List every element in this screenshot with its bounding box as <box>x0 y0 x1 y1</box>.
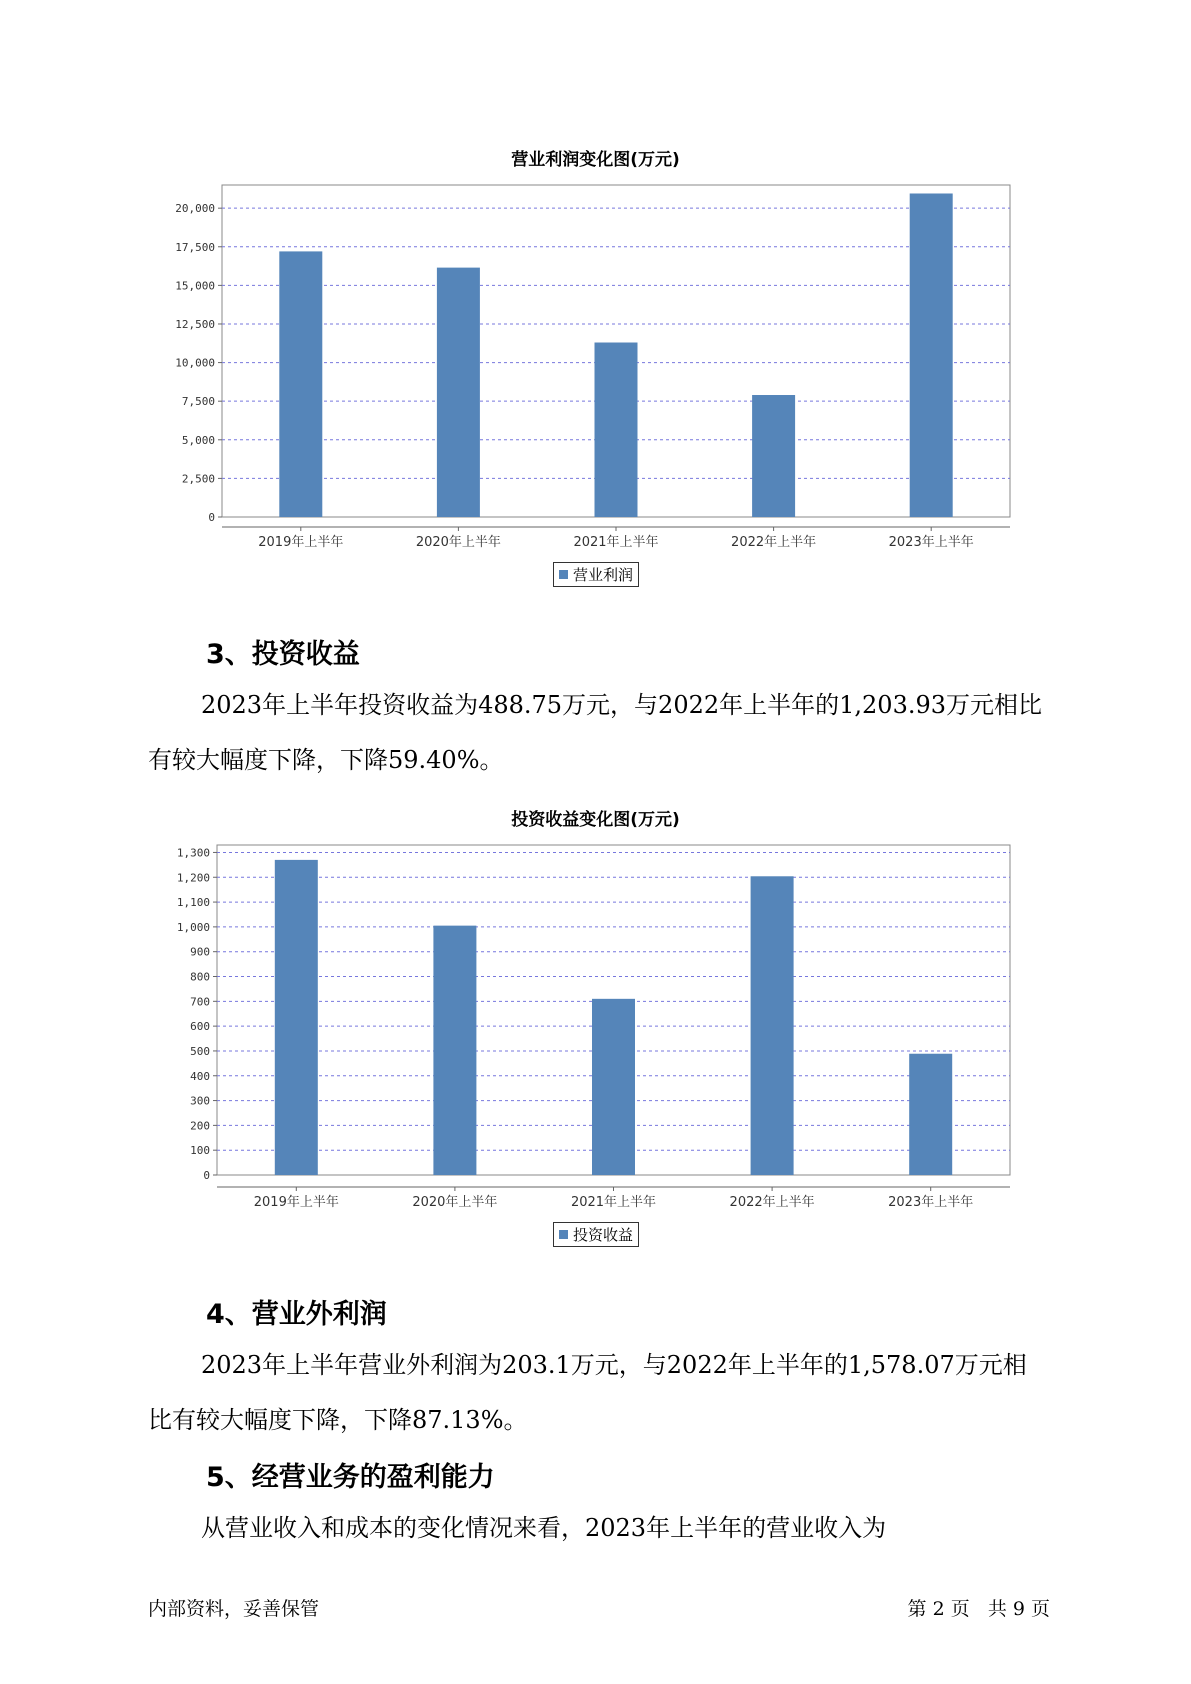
paragraph-business-profitability: 从营业收入和成本的变化情况来看，2023年上半年的营业收入为 <box>201 1514 887 1542</box>
y-tick-label: 17,500 <box>175 240 215 254</box>
y-tick-label: 2,500 <box>181 472 215 486</box>
bar <box>592 999 635 1175</box>
y-tick-label: 600 <box>190 1020 210 1034</box>
x-tick-label: 2021年上半年 <box>570 1195 657 1210</box>
y-tick-label: 20,000 <box>175 202 215 216</box>
y-tick-label: 12,500 <box>175 317 215 331</box>
y-tick-label: 5,000 <box>181 433 215 447</box>
bar <box>909 1054 952 1175</box>
y-tick-label: 1,100 <box>176 896 210 910</box>
y-tick-label: 500 <box>190 1044 210 1058</box>
y-tick-label: 900 <box>190 945 210 959</box>
y-tick-label: 800 <box>190 970 210 984</box>
chart-title-investment-income: 投资收益变化图(万元) <box>511 810 680 830</box>
x-tick-label: 2020年上半年 <box>415 535 501 550</box>
x-tick-label: 2021年上半年 <box>573 535 659 550</box>
y-tick-label: 100 <box>190 1144 210 1158</box>
x-tick-label: 2020年上半年 <box>412 1195 498 1210</box>
y-tick-label: 400 <box>190 1069 210 1083</box>
x-tick-label: 2019年上半年 <box>258 535 344 550</box>
bar <box>433 926 476 1175</box>
y-tick-label: 0 <box>203 1169 210 1182</box>
x-tick-label: 2023年上半年 <box>888 1195 974 1210</box>
y-tick-label: 15,000 <box>175 279 215 293</box>
x-tick-label: 2019年上半年 <box>253 1195 339 1210</box>
footer-page-number: 第 2 页 共 9 页 <box>907 1598 1050 1620</box>
y-tick-label: 0 <box>208 511 215 524</box>
legend-label: 营业利润 <box>573 566 634 584</box>
legend-swatch <box>559 1230 568 1239</box>
legend-investment-income <box>553 1222 639 1247</box>
paragraph-non-operating-profit: 2023年上半年营业外利润为203.1万元，与2022年上半年的1,578.07万元相比有较大幅度下降，下降87.13%。 <box>148 1351 1027 1434</box>
footer-confidential-note: 内部资料，妥善保管 <box>148 1598 320 1620</box>
y-tick-label: 300 <box>190 1094 210 1108</box>
y-tick-label: 1,200 <box>176 871 210 885</box>
legend-label: 投资收益 <box>573 1226 634 1244</box>
x-tick-label: 2022年上半年 <box>729 1195 815 1210</box>
bar <box>751 876 794 1175</box>
chart-title-operating-profit: 营业利润变化图(万元) <box>511 150 680 170</box>
y-tick-label: 700 <box>190 995 210 1009</box>
heading-non-operating-profit: 4、营业外利润 <box>206 1299 387 1330</box>
y-tick-label: 7,500 <box>181 395 215 409</box>
x-tick-label: 2023年上半年 <box>888 535 974 550</box>
heading-business-profitability: 5、经营业务的盈利能力 <box>206 1462 495 1493</box>
y-tick-label: 10,000 <box>175 356 215 370</box>
y-tick-label: 200 <box>190 1119 210 1133</box>
x-tick-label: 2022年上半年 <box>731 535 817 550</box>
heading-investment-income: 3、投资收益 <box>206 639 360 670</box>
bar <box>275 860 318 1175</box>
paragraph-investment-income: 2023年上半年投资收益为488.75万元，与2022年上半年的1,203.93万元相比有较大幅度下降，下降59.40%。 <box>148 691 1043 774</box>
y-tick-label: 1,000 <box>176 920 210 934</box>
y-tick-label: 1,300 <box>176 846 210 860</box>
